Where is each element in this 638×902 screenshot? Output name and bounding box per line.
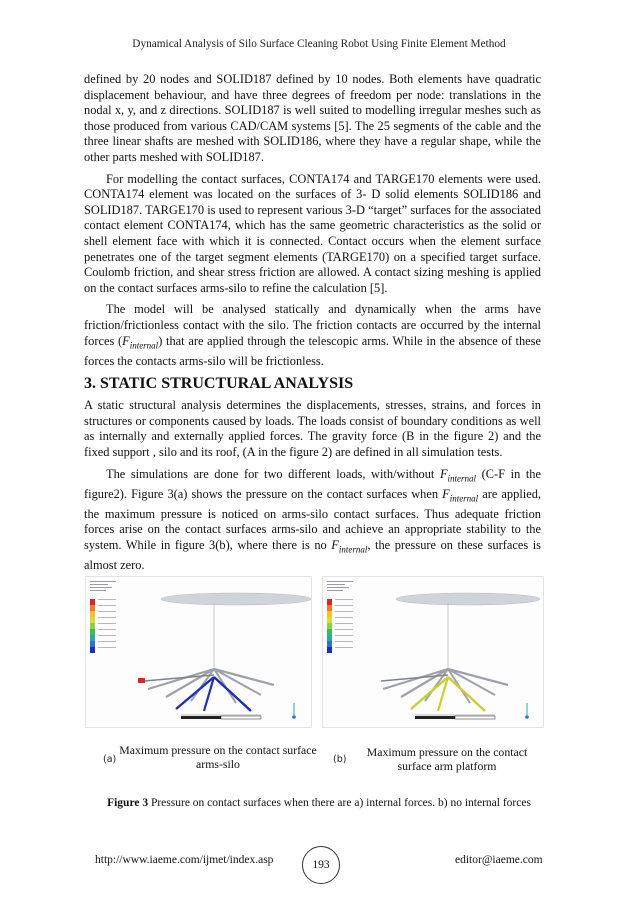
journal-url[interactable]: http://www.iaeme.com/ijmet/index.asp [95,854,274,866]
paragraph-5: The simulations are done for two different loads, with/without $F_{internal}$ (C-F in the figure2). Figure 3(a) shows the pressure on the contact surfaces when $F_{internal}$ are applied, the maximum pressure is noticed on arms-silo contact surfaces. Thus adequate friction forces arise on the contact surfaces arms-silo and achieve an appropriate stability to the system. While in figure 3(b), where there is no $F_{internal}$, the pressure on these surfaces is almost zero. [84,466,542,572]
fea-model-a [86,577,311,727]
axis-triad [525,703,529,719]
running-header: Dynamical Analysis of Silo Surface Cleaning Robot Using Finite Element Method [132,38,506,50]
subfigure-caption-b: Maximum pressure on the contact surface arm platform [366,745,528,773]
high-pressure-arm [214,677,251,711]
paragraph-2: For modelling the contact surfaces, CONTA174 and TARGE170 elements were used. CONTA174 element was located on the surfaces of 3- D solid elements SOLID186 and SOLID187. TARGE170 is used to represent various 3-D “target” surfaces for the associated contact element CONTA174, which has the same geometric characteristics as the solid or shell element face with which it is connected. Contact occurs when the element surface penetrates one of the target segment elements (TARGE170) on a specified target surface. Coulomb friction, and shear stress friction are allowed. A contact sizing meshing is applied on the contact surfaces arms-silo to refine the calculation [5]. [84,171,541,295]
paragraph-4: A static structural analysis determines the displacements, stresses, strains, and forces in structures or components caused by loads. The loads consist of boundary conditions as well as internally and externally applied forces. The gravity force (B in the figure 2) and the fixed support , silo and its roof, (A in the figure 2) are defined in all simulation tests. [84,398,541,459]
figure-panel-b [322,576,544,728]
figure-panel-a [85,576,312,728]
high-pressure-arm [448,677,485,711]
paragraph-1: defined by 20 nodes and SOLID187 defined by 10 nodes. Both elements have quadratic displacement behaviour, and have three degrees of freedom per node: translations in the nodal x, y, and z directions. SOLID187 is well suited to modelling irregular meshes such as those produced from various CAD/CAM systems [5]. The 25 segments of the cable and the three linear shafts are meshed with SOLID186, where they have a regular shape, while the other parts meshed with SOLID187. [84,72,541,164]
silo-roof [161,593,311,605]
subfigure-caption-a: Maximum pressure on the contact surface arms-silo [119,743,317,771]
robot-arms [138,669,274,711]
page-number: 193 [302,846,340,884]
figure-3 [85,576,542,726]
paragraph-3: The model will be analysed statically and dynamically when the arms have friction/frictionless contact with the silo. The friction contacts are occurred by the internal forces $(F_{internal})$ that are applied through the telescopic arms. While in the absence of these forces the contacts arms-silo will be frictionless. [84,302,541,368]
editor-email[interactable]: editor@iaeme.com [455,854,543,866]
page-footer [0,846,638,882]
fea-model-b [323,577,543,727]
figure-caption: Figure 3 Pressure on contact surfaces when there are a) internal forces. b) no internal forces [107,797,531,809]
subfigure-label-a: (a) [103,754,117,765]
arm-tip-red [138,678,145,683]
silo-roof [396,593,540,605]
axis-triad [292,703,296,719]
body-text [84,72,541,580]
subfigure-label-b: (b) [333,754,347,765]
scale-bar [415,715,495,719]
section-heading: 3. STATIC STRUCTURAL ANALYSIS [84,375,354,393]
scale-bar [181,715,261,719]
robot-arms [381,669,508,711]
